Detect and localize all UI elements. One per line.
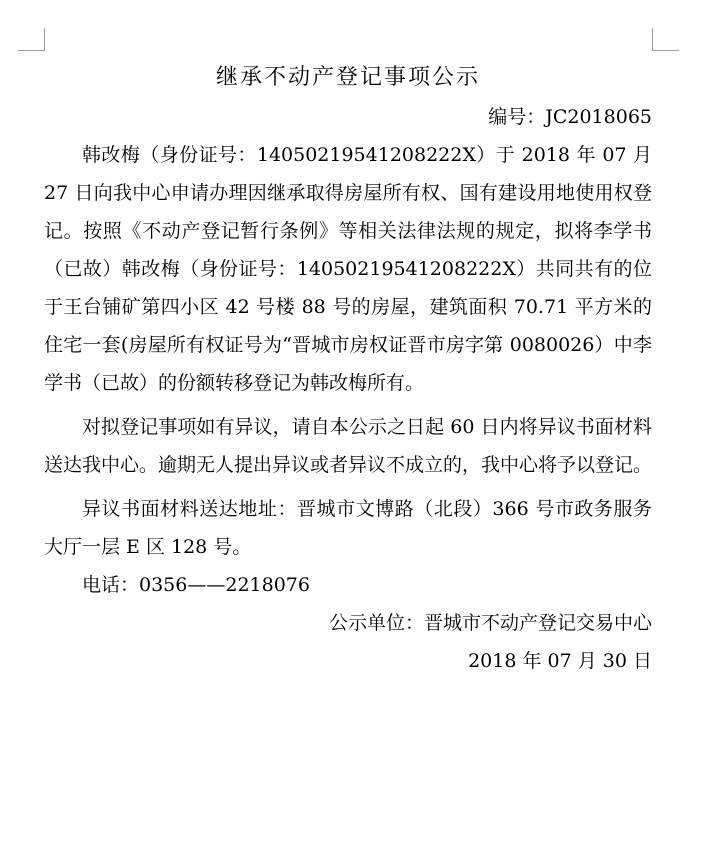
paragraph-address: 异议书面材料送达地址：晋城市文博路（北段）366 号市政务服务大厅一层 E 区 128 号。 — [44, 498, 652, 558]
date-line: 2018 年 07 月 30 日 — [468, 650, 652, 672]
issuer-line: 公示单位：晋城市不动产登记交易中心 — [328, 612, 652, 634]
page-corner-mark-top-right — [652, 28, 679, 51]
page-corner-mark-top-left — [18, 28, 45, 51]
paragraph-application: 韩改梅（身份证号：14050219541208222X）于 2018 年 07 月 27 日向我中心申请办理因继承取得房屋所有权、国有建设用地使用权登记。按照《不动产登记暂行条例》等相关法律法规的规定，拟将李学书（已故）韩改梅（身份证号：14050219541208222X）共同共有的位于王台铺矿第四小区 42 号楼 88 号的房屋，建筑面积 70.71 平方米的住宅一套(房屋所有权证号为“晋城市房权证晋市房字第 0080026）中李学书（已故）的份额转移登记为韩改梅所有。 — [44, 144, 652, 394]
document-serial-number: 编号：JC2018065 — [488, 106, 652, 128]
phone-line: 电话：0356——2218076 — [82, 574, 310, 596]
document-title: 继承不动产登记事项公示 — [215, 65, 480, 90]
paragraph-objection: 对拟登记事项如有异议，请自本公示之日起 60 日内将异议书面材料送达我中心。逾期无人提出异议或者异议不成立的，我中心将予以登记。 — [44, 416, 653, 476]
document-body — [44, 58, 652, 680]
